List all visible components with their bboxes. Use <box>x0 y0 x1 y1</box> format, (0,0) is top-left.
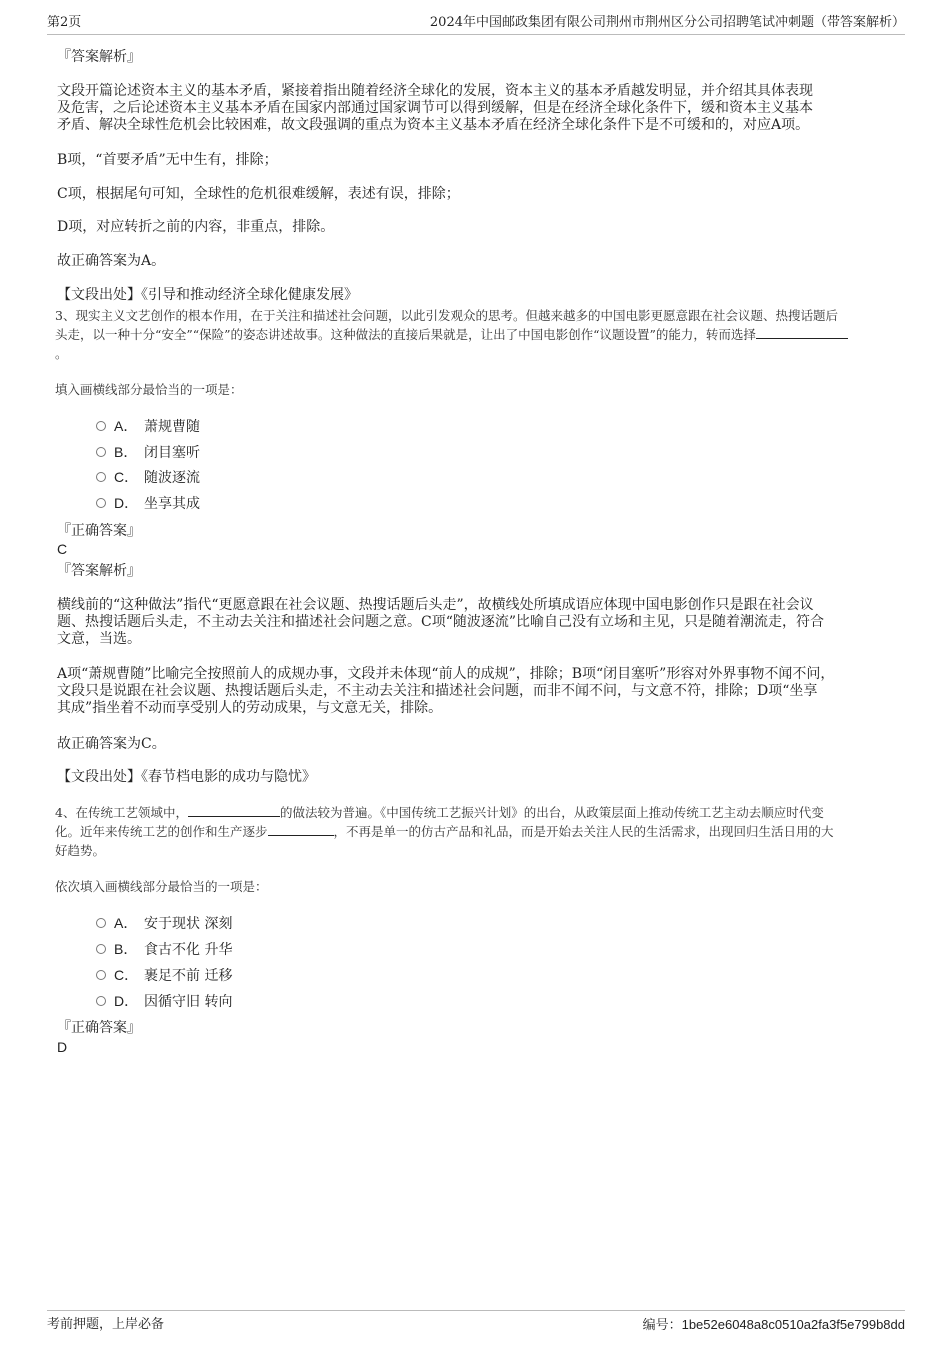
option-d[interactable]: D． 因循守旧 转向 <box>96 992 232 1011</box>
text-line: 矛盾、解决全球性危机会比较困难，故文段强调的重点为资本主义基本矛盾在经济全球化条件下是不可缓和的，对应A项。 <box>57 117 810 133</box>
correct-answer: C <box>57 541 68 557</box>
text-line: 3、现实主义文艺创作的根本作用，在于关注和描述社会问题，以此引发观众的思考。但越来越多的中国电影更愿意跟在社会议题、热搜话题后 <box>55 308 838 323</box>
text-line: 文段只是说跟在社会议题、热搜话题后头走，不主动去关注和描述社会问题，而非不闻不问，与文意不符，排除；D项“坐享 <box>57 683 818 699</box>
text-line: 题、热搜话题后头走，不主动去关注和描述社会问题之意。C项“随波逐流”比喻自己没有立场和主见，只是随着潮流走，符合 <box>57 614 825 630</box>
option-b[interactable]: B． 食古不化 升华 <box>96 940 232 959</box>
analysis-option-d: D项，对应转折之前的内容，非重点，排除。 <box>57 219 335 235</box>
question-instruction: 依次填入画横线部分最恰当的一项是： <box>55 879 268 894</box>
text-line: 4、在传统工艺领域中， 的做法较为普遍。《中国传统工艺振兴计划》的出台，从政策层面上推动传统工艺主动去顺应时代变 <box>55 805 824 820</box>
text-line: 其成”指坐着不动而享受别人的劳动成果，与文意无关，排除。 <box>57 700 443 716</box>
text-line: 横线前的“这种做法”指代“更愿意跟在社会议题、热搜话题后头走”，故横线处所填成语应体现中国电影创作只是跟在社会议 <box>57 597 814 613</box>
source-citation: 【文段出处】《春节档电影的成功与隐忧》 <box>57 769 316 785</box>
answer-analysis-label: 『答案解析』 <box>57 49 141 65</box>
option-a[interactable]: A． 萧规曹随 <box>96 417 200 436</box>
footer-slogan: 考前押题，上岸必备 <box>47 1317 165 1332</box>
radio-button[interactable] <box>96 944 106 954</box>
radio-button[interactable] <box>96 918 106 928</box>
analysis-conclusion: 故正确答案为A。 <box>57 253 166 269</box>
document-title: 2024年中国邮政集团有限公司荆州市荆州区分公司招聘笔试冲刺题（带答案解析） <box>429 15 905 30</box>
option-b[interactable]: B． 闭目塞听 <box>96 443 200 462</box>
text-line: 好趋势。 <box>55 843 106 858</box>
text-line: 文意，当选。 <box>57 631 141 647</box>
fill-blank <box>756 326 848 339</box>
question-instruction: 填入画横线部分最恰当的一项是： <box>55 382 243 397</box>
page-header <box>47 14 905 35</box>
analysis-option-b: B项，“首要矛盾”无中生有，排除； <box>57 152 278 168</box>
document-code <box>643 1316 905 1335</box>
source-citation: 【文段出处】《引导和推动经济全球化健康发展》 <box>57 287 358 303</box>
analysis-conclusion: 故正确答案为C。 <box>57 736 166 752</box>
text-line: 头走，以一种十分“安全”“保险”的姿态讲述故事。这种做法的直接后果就是，让出了中国电影创作“议题设置”的能力，转而选择 <box>55 325 897 344</box>
answer-analysis-label: 『答案解析』 <box>57 563 141 579</box>
fill-blank <box>268 823 334 836</box>
option-c[interactable]: C． 随波逐流 <box>96 468 200 487</box>
radio-button[interactable] <box>96 447 106 457</box>
code-value: 1be52e6048a8c0510a2fa3f5e799b8dd <box>681 1317 905 1332</box>
correct-answer: D <box>57 1039 68 1055</box>
text-line: 化。近年来传统工艺的创作和生产逐步 ，不再是单一的仿古产品和礼品，而是开始去关注人民的生活需求，出现回归生活日用的大 <box>55 824 834 839</box>
text-line: 文段开篇论述资本主义的基本矛盾，紧接着指出随着经济全球化的发展，资本主义的基本矛盾越发明显，并介绍其具体表现 <box>57 83 813 99</box>
question-stem <box>55 306 897 363</box>
radio-button[interactable] <box>96 996 106 1006</box>
option-d[interactable]: D． 坐享其成 <box>96 494 200 513</box>
analysis-option-c: C项，根据尾句可知，全球性的危机很难缓解，表述有误，排除； <box>57 186 460 202</box>
text-line: 及危害，之后论述资本主义基本矛盾在国家内部通过国家调节可以得到缓解，但是在经济全球化条件下，缓和资本主义基本 <box>57 100 813 116</box>
fill-blank <box>188 804 280 817</box>
radio-button[interactable] <box>96 421 106 431</box>
correct-answer-label: 『正确答案』 <box>57 1020 141 1036</box>
analysis-paragraph <box>57 83 892 134</box>
correct-answer-label: 『正确答案』 <box>57 523 141 539</box>
radio-button[interactable] <box>96 970 106 980</box>
option-c[interactable]: C． 裹足不前 迁移 <box>96 966 232 985</box>
page-footer <box>47 1310 905 1333</box>
analysis-paragraph <box>57 666 892 717</box>
text-line: A项“萧规曹随”比喻完全按照前人的成规办事，文段并未体现“前人的成规”，排除；B项“闭目塞听”形容对外界事物不闻不问， <box>57 666 835 682</box>
radio-button[interactable] <box>96 498 106 508</box>
radio-button[interactable] <box>96 472 106 482</box>
page-number: 第2页 <box>47 15 82 30</box>
analysis-paragraph <box>57 597 892 648</box>
text-line: 。 <box>55 346 68 361</box>
code-label: 编号： <box>642 1318 682 1333</box>
option-a[interactable]: A． 安于现状 深刻 <box>96 914 232 933</box>
question-stem <box>55 803 897 860</box>
